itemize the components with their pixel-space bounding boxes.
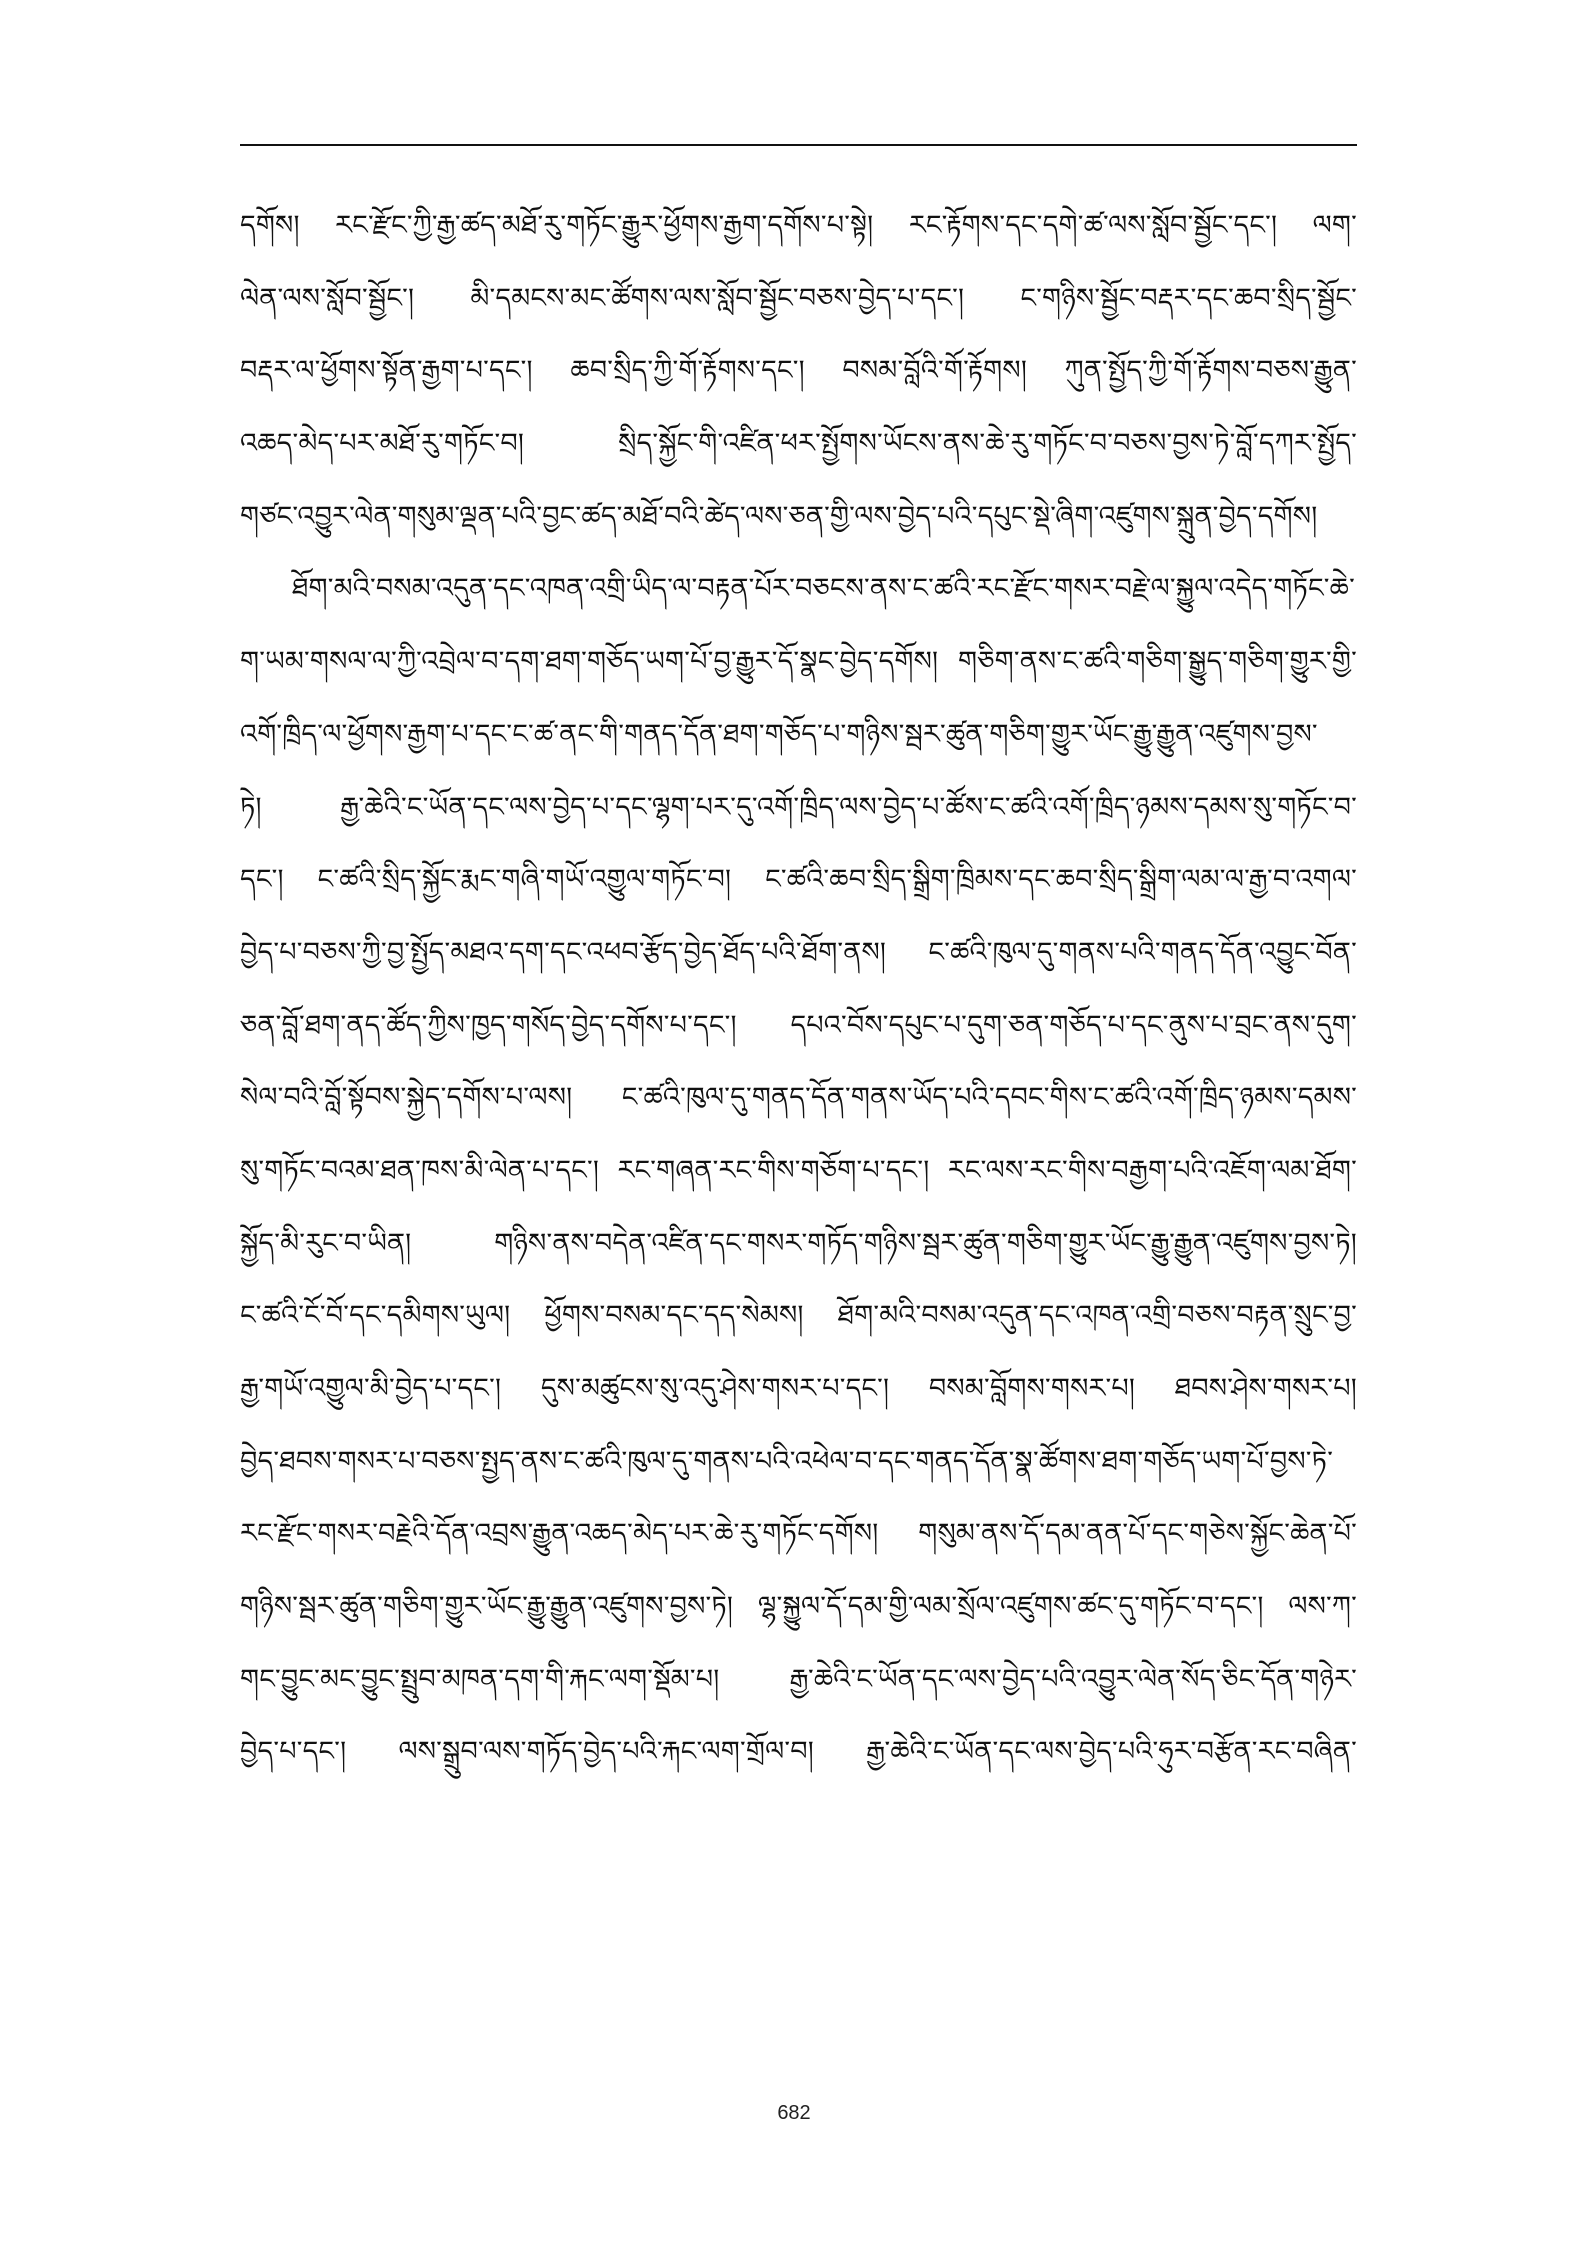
text-line: ཅན་བློ་ཐག་ནད་ཚོད་ཀྱིས་ཁྱད་གསོད་བྱེད་དགོས་པ་དང་། དཔའ་བོས་དཔུང་པ་དུག་ཅན་གཅོད་པ་དང་ནུས་པ་བྲང་ནས་དུག་ <box>240 1009 1357 1041</box>
text-line: ག་ཡམ་གསལ་ལ་ཀྱི་འབྲེལ་བ་དག་ཐག་གཅོད་ཡག་པོ་བྱ་རྒྱུར་དོ་སྣང་བྱེད་དགོས། གཅིག་ནས་ང་ཚའི་གཅིག་སྒྱུད་གཅིག་གྱུར་གྱི་ <box>240 646 1357 678</box>
text-line: རང་རྫོང་གསར་བརྗེའི་དོན་འབྲས་རྒྱུན་འཆད་མེད་པར་ཆེ་རུ་གཏོང་དགོས། གསུམ་ནས་དོ་དམ་ནན་པོ་དང་གཅེས་སྐྱོང་ཆེན་པོ་ <box>240 1518 1357 1550</box>
text-line: ཏེ། རྒྱ་ཆེའི་ང་ཡོན་དང་ལས་བྱེད་པ་དང་ལྷག་པར་དུ་འགོ་ཁྲིད་ལས་བྱེད་པ་ཚོས་ང་ཚའི་འགོ་ཁྲིད་ཉམས་དམས་སུ་གཏོང་བ་ <box>240 791 1357 823</box>
header-rule <box>240 144 1357 146</box>
text-line: འགོ་ཁྲིད་ལ་ཕྱོགས་རྒྱག་པ་དང་ང་ཚ་ནང་གི་གནད་དོན་ཐག་གཅོད་པ་གཉིས་སྦར་ཚུན་གཅིག་གྱུར་ཡོང་རྒྱུ་རྒྱུན་འཛུགས་བྱས་ <box>240 718 1318 750</box>
text-line: སུ་གཏོང་བའམ་ཐན་ཁས་མི་ལེན་པ་དང་། རང་གཞན་རང་གིས་གཅོག་པ་དང་། རང་ལས་རང་གིས་བརྒྱག་པའི་འཇོག་ལམ་ཐོག་ <box>240 1154 1357 1186</box>
text-line: གང་བྱུང་མང་བྱུང་སྤྲུབ་མཁན་དག་གི་རྐང་ལག་སྡོམ་པ། རྒྱ་ཆེའི་ང་ཡོན་དང་ལས་བྱེད་པའི་འབྱུར་ལེན་སོད་ཅིང་དོན་གཉེར་ <box>240 1663 1357 1695</box>
text-line: གཉིས་སྦར་ཚུན་གཅིག་གྱུར་ཡོང་རྒྱུ་རྒྱུན་འཛུགས་བྱས་ཏེ། ལྷ་སྐྱུལ་དོ་དམ་གྱི་ལམ་སྲོལ་འཛུགས་ཚང་དུ་གཏོང་བ་དང་། ལས་ཀ་ <box>240 1591 1357 1623</box>
body-text <box>240 190 1357 1789</box>
text-line: བྱེད་པ་དང་། ལས་སྒྲུབ་ལས་གཏོད་བྱེད་པའི་རྐང་ལག་གྲོལ་བ། རྒྱ་ཆེའི་ང་ཡོན་དང་ལས་བྱེད་པའི་ཧུར་བརྩོན་རང་བཞིན་ <box>240 1736 1357 1768</box>
text-line: བྱེད་པ་བཅས་ཀྱི་བྱ་སྤྱོད་མཐའ་དག་དང་འཕབ་རྩོད་བྱེད་ཐོད་པའི་ཐོག་ནས། ང་ཚའི་ཁུལ་དུ་གནས་པའི་གནད་དོན་འབྱུང་བོན་ <box>240 936 1357 968</box>
text-line: ང་ཚའི་ངོ་བོ་དང་དམིགས་ཡུལ། ཕྱོགས་བསམ་དང་དད་སེམས། ཐོག་མའི་བསམ་འདུན་དང་འཁན་འགྲི་བཅས་བརྟན་སྲུང་བྱ་ <box>240 1300 1357 1332</box>
text-line: བྱེད་ཐབས་གསར་པ་བཅས་སྤྱད་ནས་ང་ཚའི་ཁུལ་དུ་གནས་པའི་འཕེལ་བ་དང་གནད་དོན་སྣ་ཚོགས་ཐག་གཅོད་ཡག་པོ་བྱས་ཏེ་ <box>240 1445 1334 1477</box>
text-line: ལེན་ལས་སློབ་སྦྱོང་། མི་དམངས་མང་ཚོགས་ལས་སློབ་སྦྱོང་བཅས་བྱེད་པ་དང་། ང་གཉིས་སྦྱོང་བརྡར་དང་ཆབ་སྲིད་སྦྱོང་ <box>240 282 1357 314</box>
text-line: དགོས། རང་རྫོང་ཀྱི་རྒྱ་ཚད་མཐོ་རུ་གཏོང་རྒྱུར་ཕྱོགས་རྒྱག་དགོས་པ་སྟེ། རང་རྟོགས་དང་དགེ་ཚ་ལས་སློབ་སྦྱོང་དང་། ལག་ <box>240 210 1357 241</box>
paragraph-first-line: ཐོག་མའི་བསམ་འདུན་དང་འཁན་འགྲི་ཡིད་ལ་བརྟན་པོར་བཅངས་ནས་ང་ཚའི་རང་རྫོང་གསར་བརྗེ་ལ་སྐྱུལ་འདེད་གཏོང་ཆེ་ <box>292 573 1355 605</box>
text-line: གཙང་འབྱུར་ལེན་གསུམ་ལྡན་པའི་བྱང་ཚད་མཐོ་བའི་ཚེད་ལས་ཅན་གྱི་ལས་བྱེད་པའི་དཔུང་སྡེ་ཞིག་འཛུགས་སྐྲུན་བྱེད་དགོས། <box>240 500 1318 532</box>
text-line: དང་། ང་ཚའི་སྲིད་སྐྱོང་རྨང་གཞི་གཡོ་འགྱུལ་གཏོང་བ། ང་ཚའི་ཆབ་སྲིད་སྒྲིག་ཁྲིམས་དང་ཆབ་སྲིད་སྒྲིག་ལམ་ལ་རྒྱ་བ་འགལ་ <box>240 864 1357 896</box>
page-number: 682 <box>777 2102 811 2124</box>
text-line: བརྡར་ལ་ཕྱོགས་སྟོན་རྒྱག་པ་དང་། ཆབ་སྲིད་ཀྱི་གོ་རྟོགས་དང་། བསམ་བློའི་གོ་རྟོགས། ཀུན་སྤྱོད་ཀྱི་གོ་རྟོགས་བཅས་རྒྱུན་ <box>240 355 1357 387</box>
text-line: འཆད་མེད་པར་མཐོ་རུ་གཏོང་བ། སྲིད་སྐྱོང་གི་འཛིན་ཕར་སྤྱོགས་ཡོངས་ནས་ཆེ་རུ་གཏོང་བ་བཅས་བྱས་ཏེ་བློ་དཀར་སྤྱོད་ <box>240 428 1357 460</box>
text-line: སེལ་བའི་བློ་སྟོབས་སྐྱེད་དགོས་པ་ལས། ང་ཚའི་ཁུལ་དུ་གནད་དོན་གནས་ཡོད་པའི་དབང་གིས་ང་ཚའི་འགོ་ཁྲིད་ཉམས་དམས་ <box>240 1082 1357 1114</box>
text-line: རྒྱ་གཡོ་འགྱུལ་མི་བྱེད་པ་དང་། དུས་མཚུངས་སུ་འདུ་ཤེས་གསར་པ་དང་། བསམ་བློགས་གསར་པ། ཐབས་ཤེས་གསར་པ། <box>240 1373 1357 1404</box>
text-line: སྐྱོད་མི་རུང་བ་ཡིན། གཉིས་ནས་བདེན་འཛིན་དང་གསར་གཏོད་གཉིས་སྦར་ཚུན་གཅིག་གྱུར་ཡོང་རྒྱུ་རྒྱུན་འཛུགས་བྱས་ཏེ། <box>240 1227 1357 1259</box>
